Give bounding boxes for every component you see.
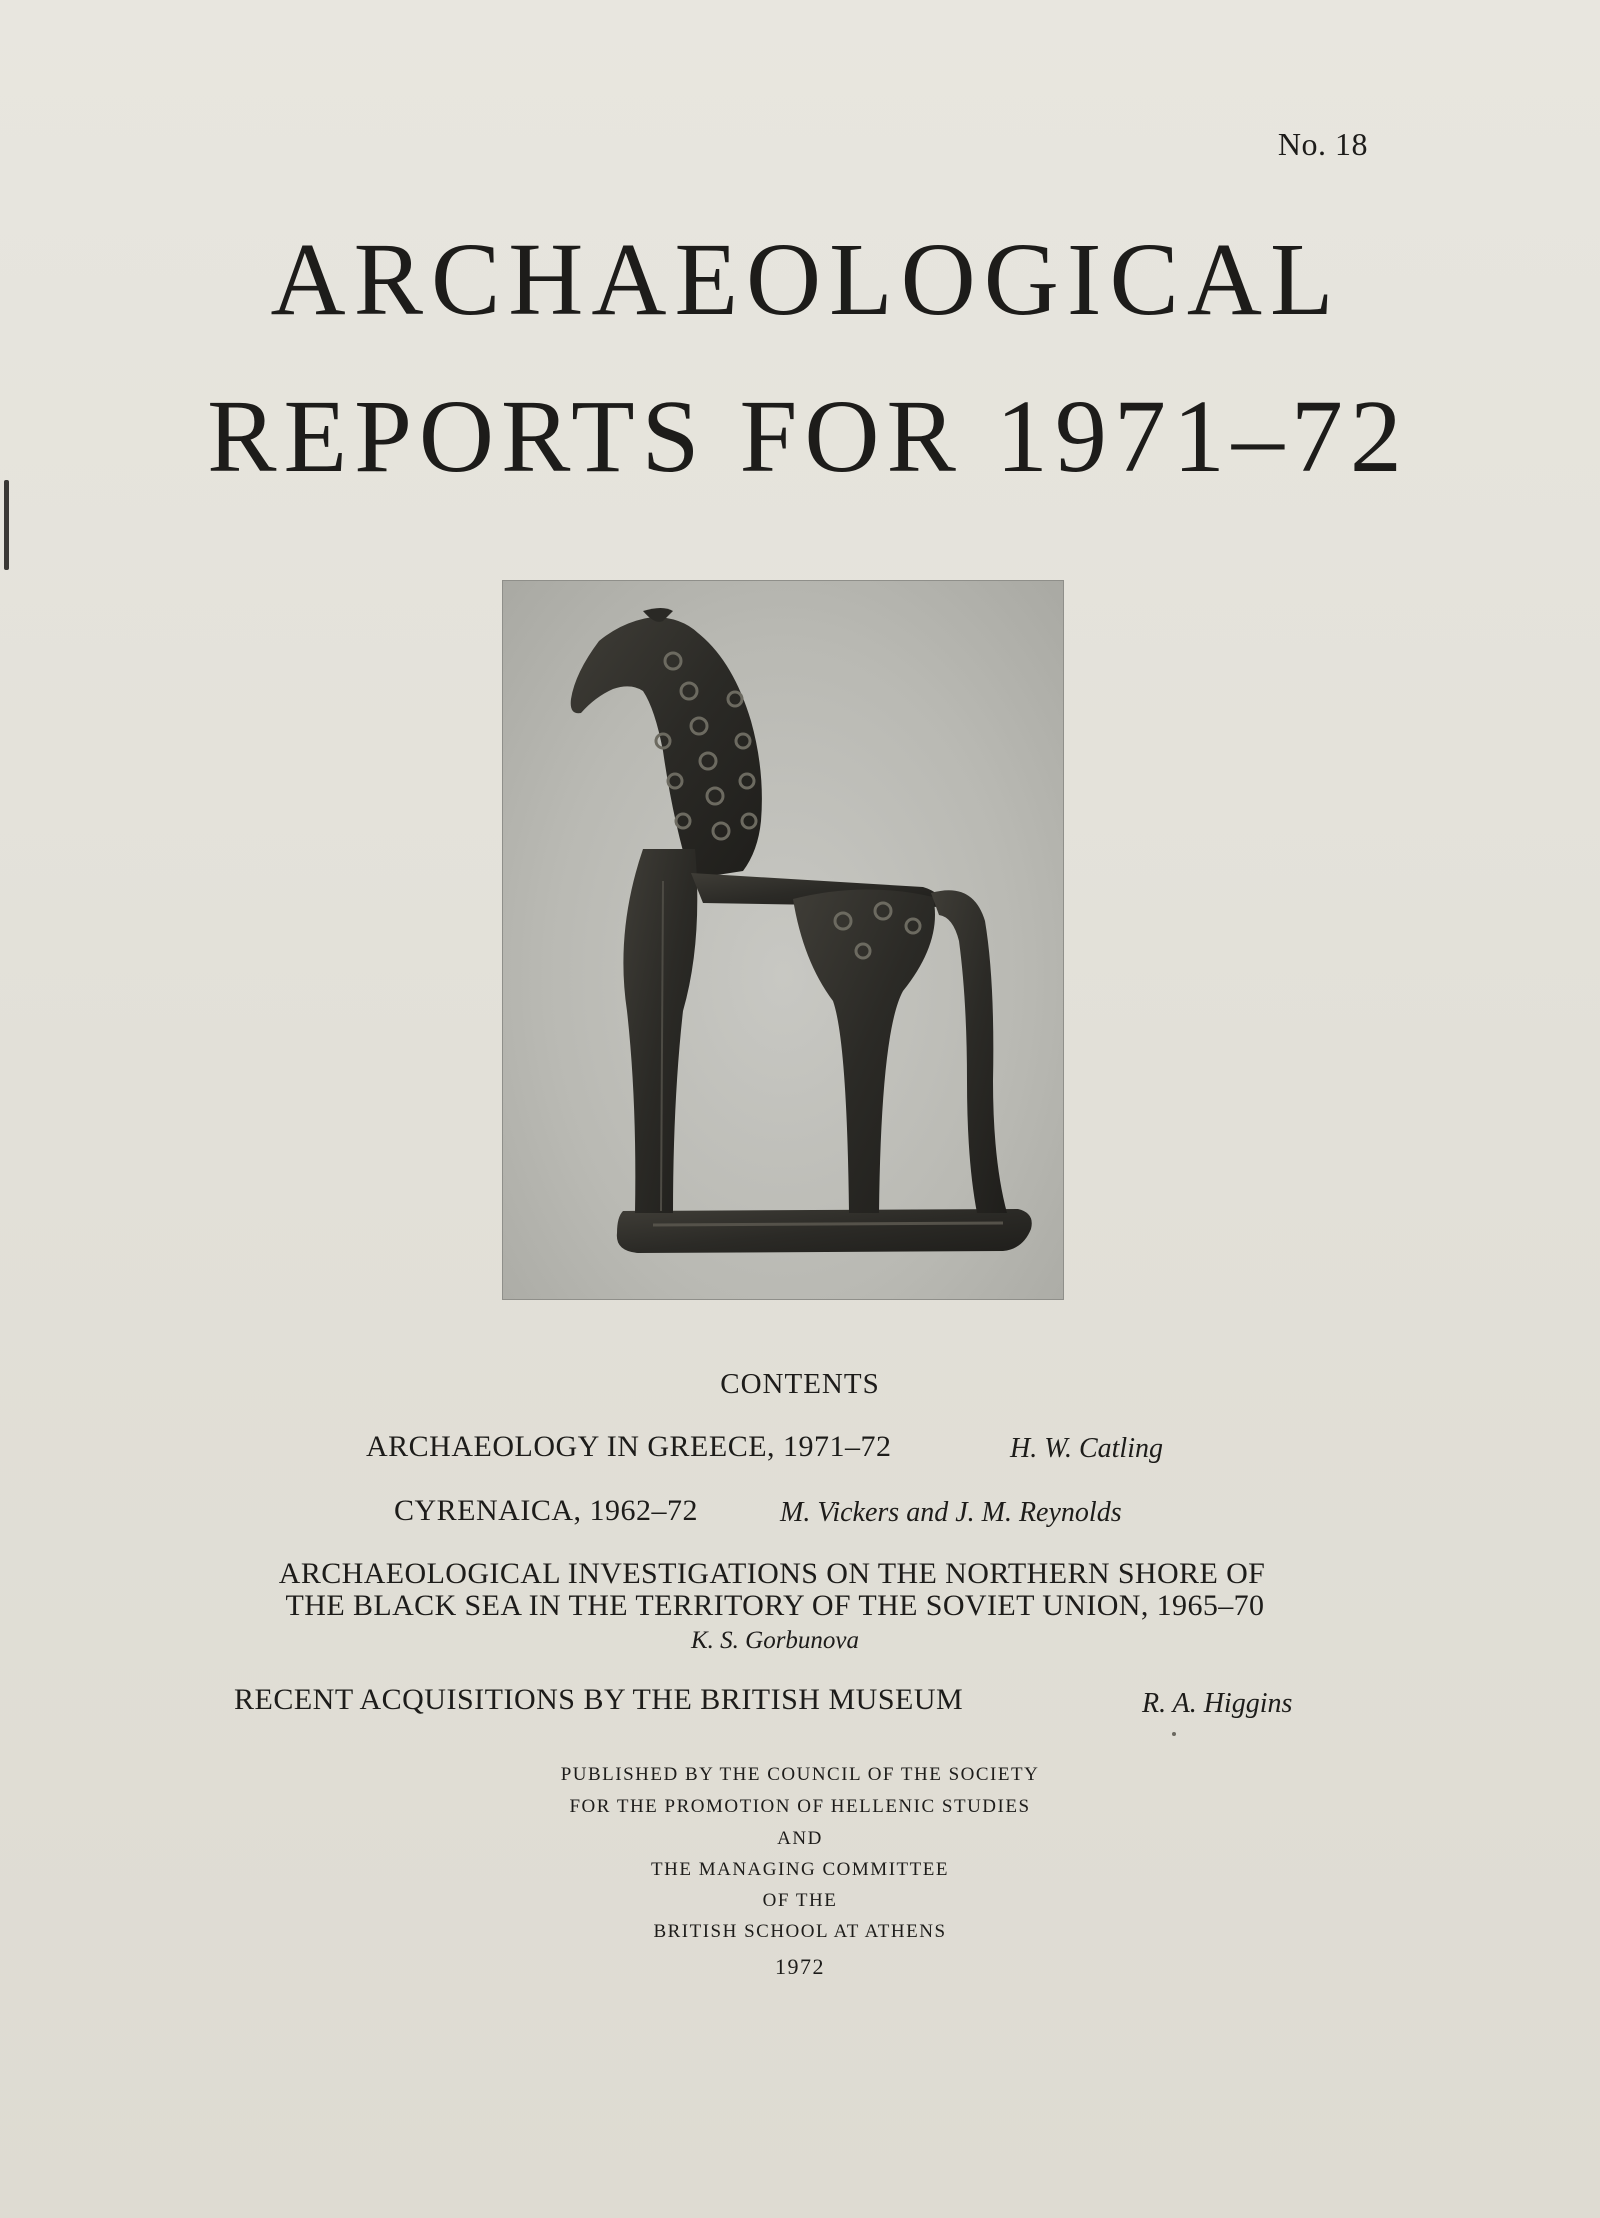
title-line-2: REPORTS FOR 1971–72 <box>207 379 1409 494</box>
binding-mark <box>4 480 9 570</box>
contents-author: M. Vickers and J. M. Reynolds <box>780 1497 1122 1528</box>
contents-title-line-1: ARCHAEOLOGICAL INVESTIGATIONS ON THE NORTHERN SHORE OF <box>278 1557 1266 1590</box>
contents-author: H. W. Catling <box>1010 1433 1163 1464</box>
contents-author: K. S. Gorbunova <box>690 1627 860 1654</box>
publication-year: 1972 <box>775 1954 825 1979</box>
publisher-line: BRITISH SCHOOL AT ATHENS <box>653 1921 947 1942</box>
contents-author: R. A. Higgins <box>1142 1688 1293 1719</box>
publisher-line: PUBLISHED BY THE COUNCIL OF THE SOCIETY <box>560 1764 1040 1785</box>
publisher-line: THE MANAGING COMMITTEE <box>651 1859 949 1880</box>
contents-title: RECENT ACQUISITIONS BY THE BRITISH MUSEUM <box>234 1683 964 1716</box>
print-speck <box>1172 1732 1176 1736</box>
publisher-line: AND <box>777 1828 823 1849</box>
publisher-line: FOR THE PROMOTION OF HELLENIC STUDIES <box>569 1796 1031 1817</box>
contents-title: ARCHAEOLOGY IN GREECE, 1971–72 <box>366 1430 892 1463</box>
title-line-1: ARCHAEOLOGICAL <box>270 222 1342 337</box>
contents-heading: CONTENTS <box>720 1368 880 1400</box>
contents-title: CYRENAICA, 1962–72 <box>394 1494 699 1527</box>
horse-figurine-icon <box>503 581 1063 1299</box>
issue-number: No. 18 <box>1277 126 1368 162</box>
publisher-line: OF THE <box>762 1890 838 1911</box>
cover-photo <box>502 580 1064 1300</box>
contents-title-line-2: THE BLACK SEA IN THE TERRITORY OF THE SOVIET UNION, 1965–70 <box>285 1589 1265 1622</box>
